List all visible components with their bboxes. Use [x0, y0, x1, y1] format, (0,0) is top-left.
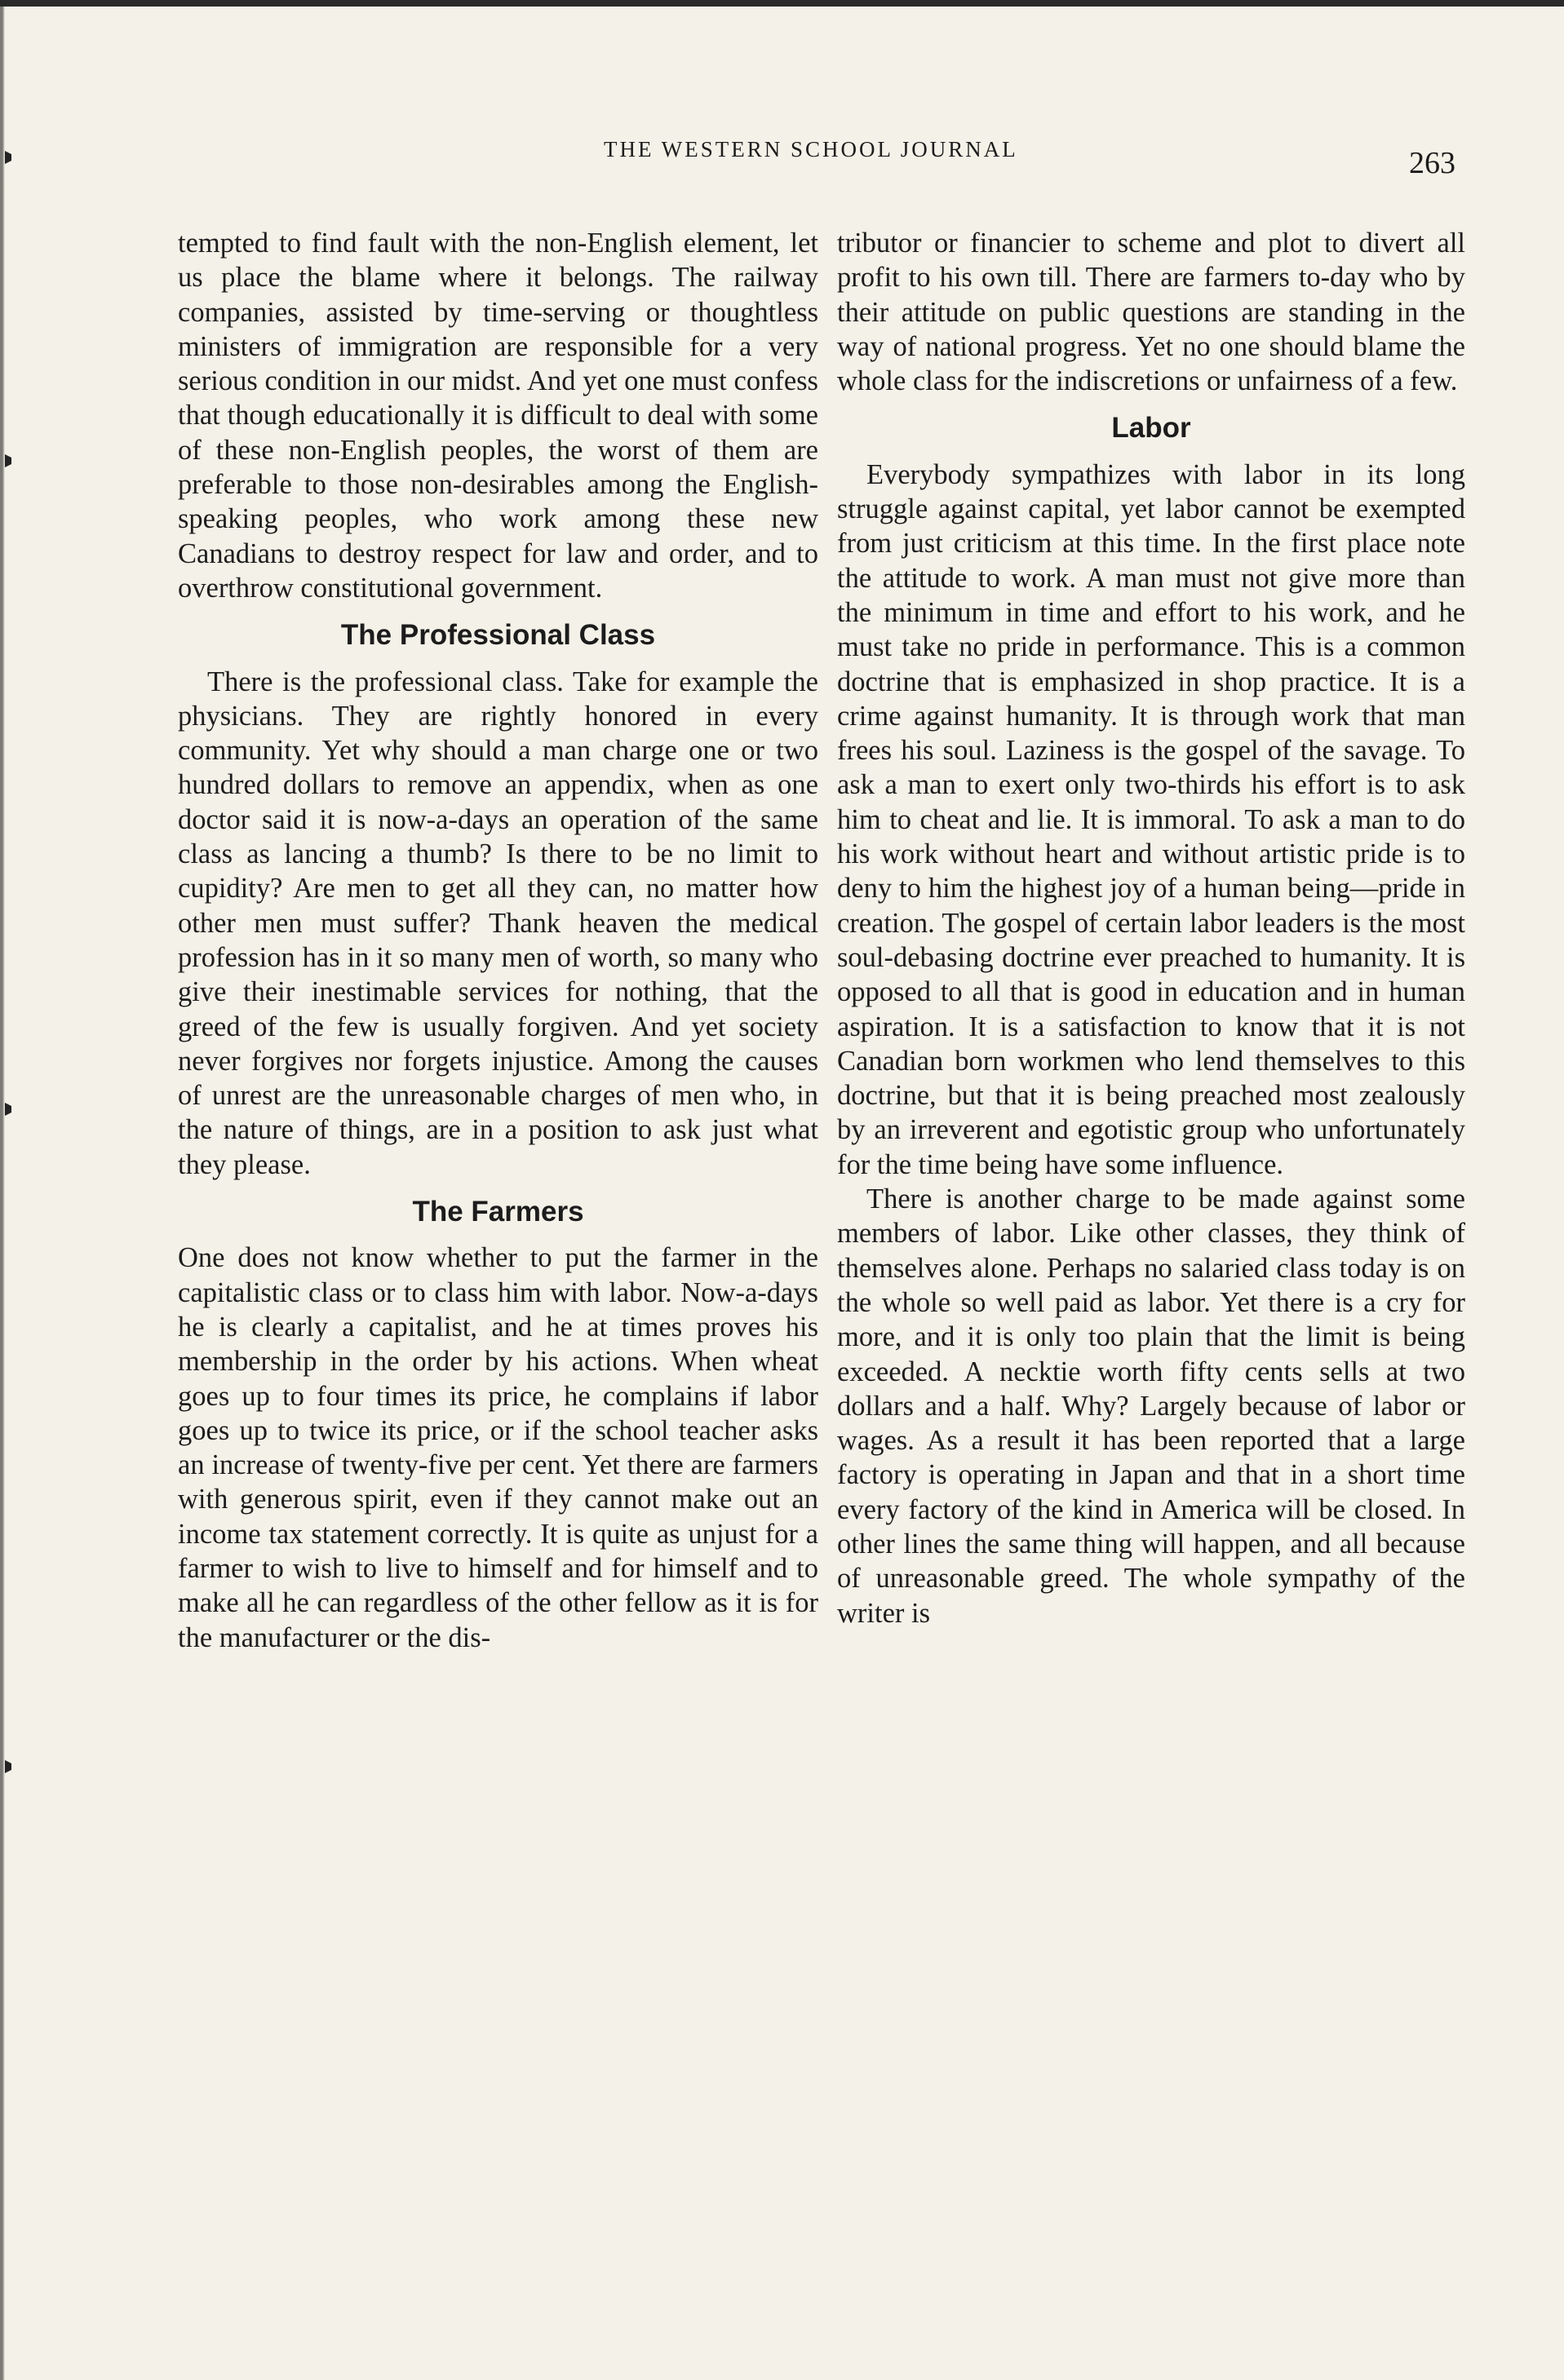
left-scan-edge: [0, 0, 5, 2380]
section-heading: Labor: [1111, 412, 1191, 445]
margin-mark: [5, 1760, 23, 1773]
paragraph: There is another charge to be made against some members of labor. Like other classes, they think of themselves alone. Perhaps no salaried class today is on the whole so well paid as labor. Yet there is a cry for more, and it is only too plain that the limit is being exceeded. A necktie worth fifty cents sells at two dollars and a half. Why? Largely because of labor or wages. As a result it has been reported that a large factory is operating in Japan and that in a short time every factory of the kind in America will be closed. In other lines the same thing will happen, and all because of unreasonable greed. The whole sympathy of the writer is: [837, 1183, 1465, 1629]
margin-mark: [5, 454, 23, 467]
left-column: [178, 226, 818, 1655]
paragraph: One does not know whether to put the farmer in the capitalistic class or to class him with labor. Now-a-days he is clearly a capitalist, and he at times proves his membership in the order by his actions. When wheat goes up to four times its price, he complains if labor goes up to twice its price, or if the school teacher asks an increase of twenty-five per cent. Yet there are farmers with generous spirit, even if they cannot make out an income tax statement correctly. It is quite as unjust for a farmer to wish to live to himself and for himself and to make all he can regardless of the other fellow as it is for the manufacturer or the dis-: [178, 1242, 818, 1653]
section-heading: The Farmers: [412, 1196, 584, 1228]
paragraph: Everybody sympathizes with labor in its long struggle against capital, yet labor cannot be exempted from just criticism at this time. In the first place note the attitude to work. A man must not give more than the minimum in time and effort to his work, and he must take no pride in performance. This is a common doctrine that is emphasized in shop practice. It is a crime against humanity. It is through work that man frees his soul. Laziness is the gospel of the savage. To ask a man to exert only two-thirds his effort is to ask him to cheat and lie. It is immoral. To ask a man to do his work without heart and without artistic pride is to deny to him the highest joy of a human being—pride in creation. The gospel of certain labor leaders is the most soul-debasing doctrine ever preached to humanity. It is opposed to all that is good in education and in human aspiration. It is a satisfaction to know that it is not Canadian born workmen who lend themselves to this doctrine, but that it is being preached most zealously by an irreverent and egotistic group who unfortunately for the time being have some influence.: [837, 458, 1465, 1180]
section-heading: The Professional Class: [340, 619, 656, 652]
right-column: [837, 226, 1465, 1630]
margin-mark: [5, 151, 23, 164]
page-number: 263: [1409, 146, 1455, 180]
margin-mark: [5, 1103, 23, 1116]
running-head: THE WESTERN SCHOOL JOURNAL: [604, 137, 1018, 161]
paragraph: tempted to find fault with the non-English element, let us place the blame where it belongs. The railway companies, assisted by time-serving or thoughtless ministers of immigration are responsible for a very serious condition in our midst. And yet one must confess that though educationally it is difficult to deal with some of these non-English peoples, the worst of them are preferable to those non-desirables among the English-speaking peoples, who work among these new Canadians to destroy respect for law and order, and to overthrow constitutional government.: [178, 228, 818, 604]
top-scan-edge: [0, 0, 1564, 7]
paragraph: There is the professional class. Take for example the physicians. They are rightly honored in every community. Yet why should a man charge one or two hundred dollars to remove an appendix, when as one doctor said it is now-a-days an operation of the same class as lancing a thumb? Is there to be no limit to cupidity? Are men to get all they can, no matter how other men must suffer? Thank heaven the medical profession has in it so many men of worth, so many who give their inestimable services for nothing, that the greed of the few is usually forgiven. And yet society never forgives nor forgets injustice. Among the causes of unrest are the unreasonable charges of men who, in the nature of things, are in a position to ask just what they please.: [178, 666, 818, 1180]
paragraph: tributor or financier to scheme and plot to divert all profit to his own till. There are farmers to-day who by their attitude on public questions are standing in the way of national progress. Yet no one should blame the whole class for the indiscretions or unfairness of a few.: [837, 228, 1465, 397]
